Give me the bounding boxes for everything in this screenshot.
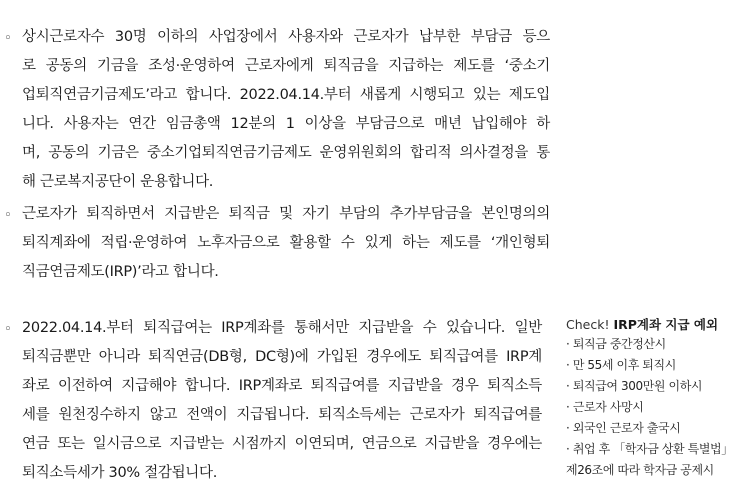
exception-item: · 근로자 사망시 xyxy=(566,400,644,414)
paragraph-line: 좌로 이전하여 지급해야 합니다. IRP계좌로 퇴직급여를 지급받을 경우 퇴직소득 xyxy=(22,378,542,394)
paragraph-line: 2022.04.14.부터 퇴직급여는 IRP계좌를 통해서만 지급받을 수 있습니다. 일반 xyxy=(22,320,542,336)
bullet-marker: ◦ xyxy=(4,208,12,223)
sidebar-heading: IRP계좌 지급 예외 xyxy=(613,317,719,332)
exception-item: · 외국인 근로자 출국시 xyxy=(566,421,681,435)
paragraph-line: 퇴직금뿐만 아니라 퇴직연금(DB형, DC형)에 가입된 경우에도 퇴직급여를 IRP계 xyxy=(22,349,542,365)
sidebar-title xyxy=(566,315,718,333)
paragraph-line: 세를 원천징수하지 않고 전액이 지급됩니다. 퇴직소득세는 근로자가 퇴직급여를 xyxy=(22,407,542,423)
paragraph-line: 며, 공동의 기금은 중소기업퇴직연금기금제도 운영위원회의 합리적 의사결정을 통 xyxy=(22,145,550,161)
paragraph-line: 퇴직계좌에 적립·운영하여 노후자금으로 활용할 수 있게 하는 제도를 ‘개인형퇴 xyxy=(22,235,550,251)
exception-item: 제26조에 따라 학자금 공제시 xyxy=(566,463,714,477)
paragraph-line: 근로자가 퇴직하면서 지급받은 퇴직금 및 자기 부담의 추가부담금을 본인명의의 xyxy=(22,206,550,222)
exception-item: · 퇴직급여 300만원 이하시 xyxy=(566,379,703,393)
paragraph-line: 직금연금제도(IRP)’라고 합니다. xyxy=(22,264,219,280)
paragraph-line: 연금 또는 일시금으로 지급받는 시점까지 이연되며, 연금으로 지급받을 경우에는 xyxy=(22,436,542,452)
exception-item: · 만 55세 이후 퇴직시 xyxy=(566,358,676,372)
paragraph-line: 로 공동의 기금을 조성·운영하여 근로자에게 퇴직금을 지급하는 제도를 ‘중소기 xyxy=(22,58,550,74)
paragraph-line: 상시근로자수 30명 이하의 사업장에서 사용자와 근로자가 납부한 부담금 등으 xyxy=(22,29,550,45)
exception-item: · 취업 후 「학자금 상환 특별법」 xyxy=(566,442,733,456)
bullet-marker: ◦ xyxy=(4,322,12,337)
bullet-marker: ◦ xyxy=(4,31,12,46)
exception-item: · 퇴직금 중간정산시 xyxy=(566,337,666,351)
paragraph-line: 해 근로복지공단이 운용합니다. xyxy=(22,174,214,190)
check-label: Check! xyxy=(566,317,610,332)
paragraph-line: 업퇴직연금기금제도’라고 합니다. 2022.04.14.부터 새롭게 시행되고 있는 제도입 xyxy=(22,87,550,103)
paragraph-line: 니다. 사용자는 연간 임금총액 12분의 1 이상을 부담금으로 매년 납입해야 하 xyxy=(22,116,550,132)
paragraph-line: 퇴직소득세가 30% 절감됩니다. xyxy=(22,465,218,481)
